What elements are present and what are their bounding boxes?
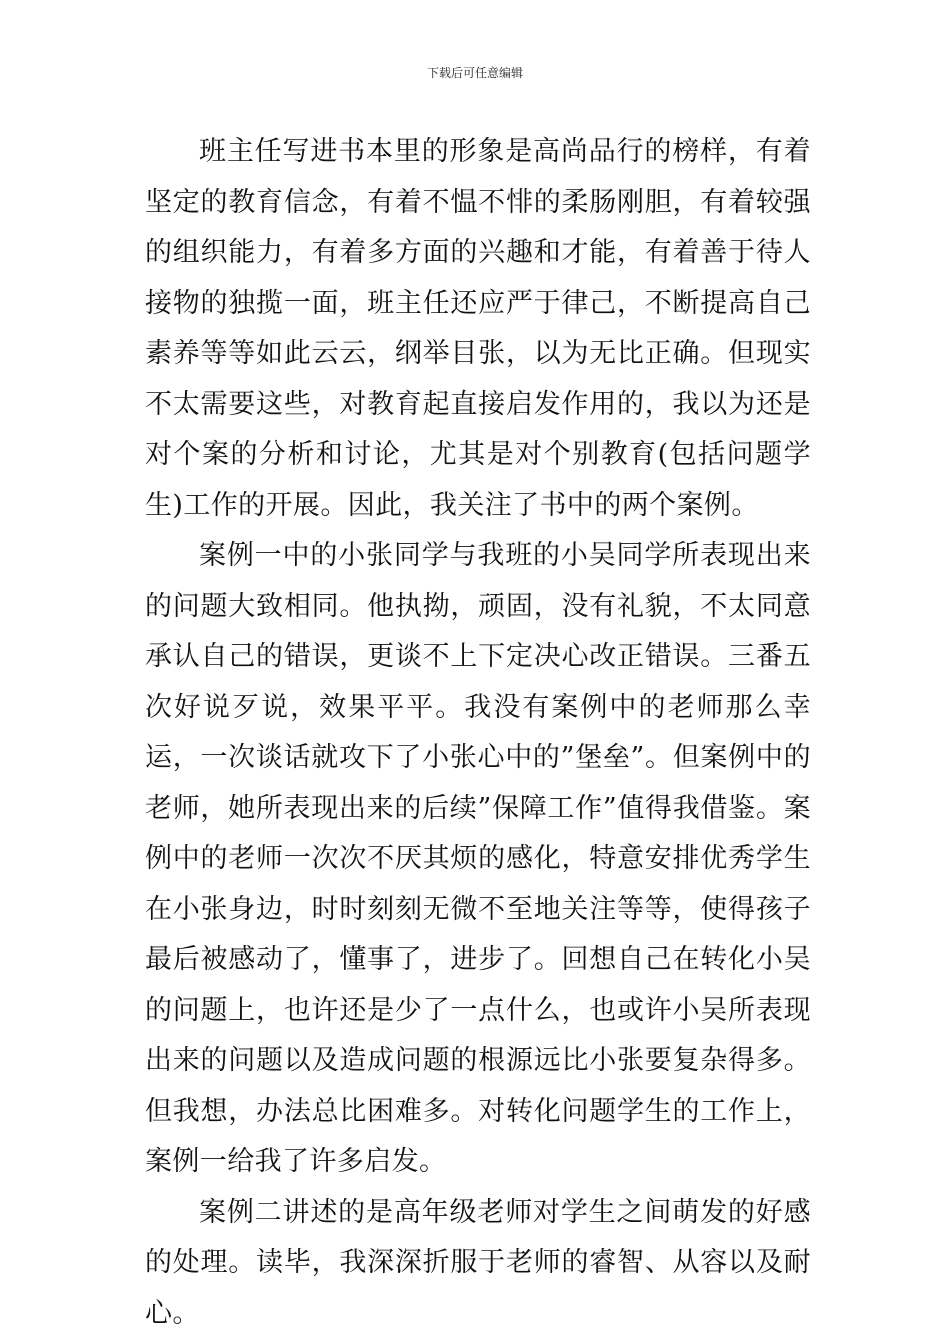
paragraph-1: 班主任写进书本里的形象是高尚品行的榜样，有着坚定的教育信念，有着不愠不悱的柔肠刚胆，有着较强的组织能力，有着多方面的兴趣和才能，有着善于待人接物的独揽一面，班主任还应严于律己，不断提高自己素养等等如此云云，纲举目张，以为无比正确。但现实不太需要这些，对教育起直接启发作用的，我以为还是对个案的分析和讨论，尤其是对个别教育(包括问题学生)工作的开展。因此，我关注了书中的两个案例。 [145,136,811,521]
paragraph-2: 案例一中的小张同学与我班的小吴同学所表现出来的问题大致相同。他执拗，顽固，没有礼貌，不太同意承认自己的错误，更谈不上下定决心改正错误。三番五次好说歹说，效果平平。我没有案例中的老师那么幸运，一次谈话就攻下了小张心中的”堡垒”。但案例中的老师，她所表现出来的后续”保障工作”值得我借鉴。案例中的老师一次次不厌其烦的感化，特意安排优秀学生在小张身边，时时刻刻无微不至地关注等等，使得孩子最后被感动了，懂事了，进步了。回想自己在转化小吴的问题上，也许还是少了一点什么，也或许小吴所表现出来的问题以及造成问题的根源远比小张要复杂得多。但我想，办法总比困难多。对转化问题学生的工作上，案例一给我了许多启发。 [145,540,811,1177]
document-body [145,127,811,1339]
paragraph-3: 案例二讲述的是高年级老师对学生之间萌发的好感的处理。读毕，我深深折服于老师的睿智、从容以及耐心。 [145,1196,811,1329]
page-header: 下载后可任意编辑 [426,66,523,80]
